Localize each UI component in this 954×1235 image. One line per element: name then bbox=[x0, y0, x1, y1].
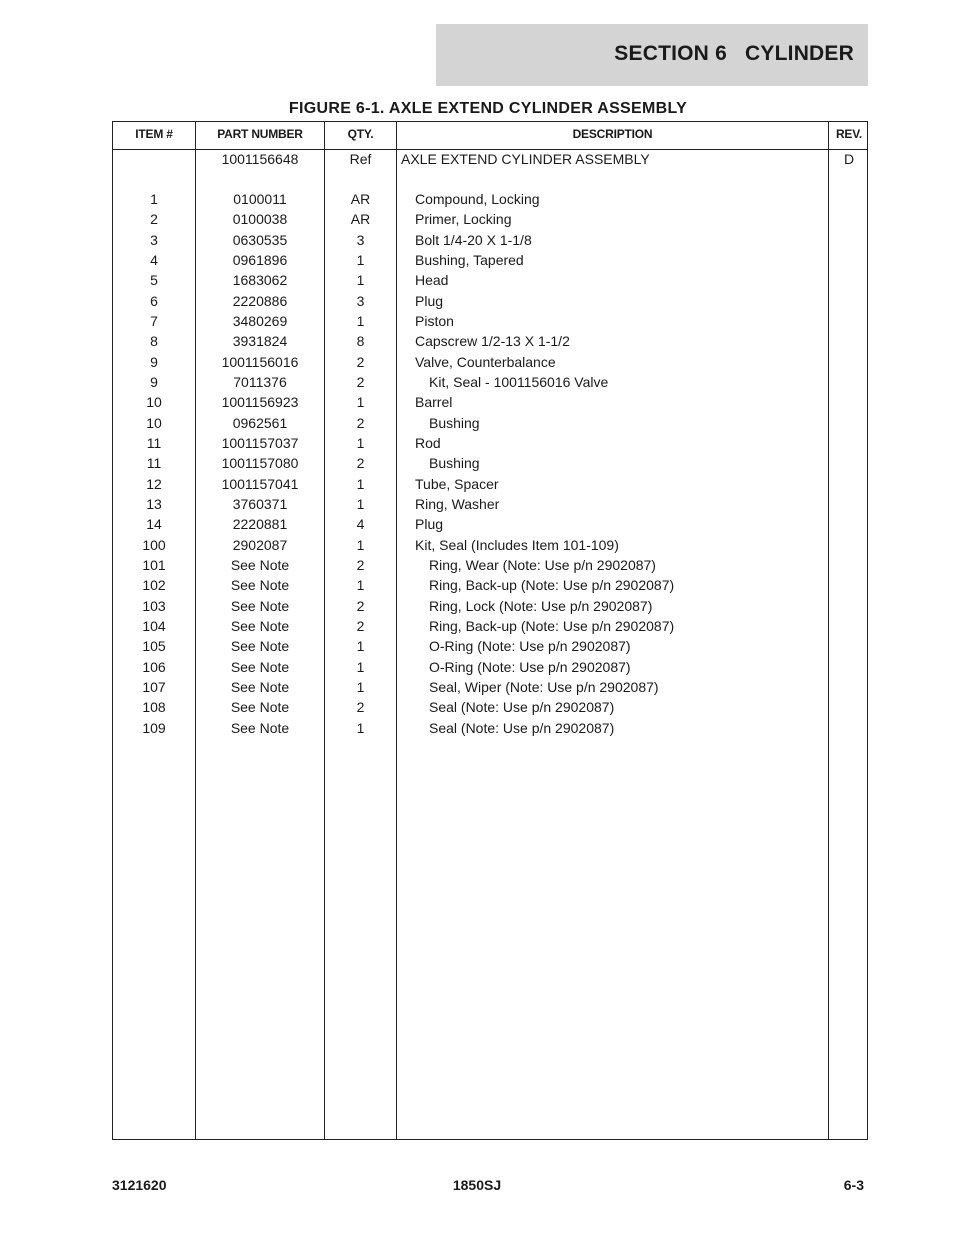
item-number: 11 bbox=[146, 455, 162, 471]
part-number: 1683062 bbox=[232, 272, 288, 288]
table-row bbox=[113, 719, 867, 739]
description: Seal, Wiper (Note: Use p/n 2902087) bbox=[429, 679, 659, 695]
quantity: 2 bbox=[356, 618, 365, 634]
table-row bbox=[113, 658, 867, 678]
section-title: SECTION 6 CYLINDER bbox=[614, 42, 854, 65]
quantity: 2 bbox=[356, 557, 365, 573]
header-rev: REV. bbox=[835, 127, 863, 141]
description: Plug bbox=[415, 293, 444, 309]
table-row bbox=[113, 353, 867, 373]
part-number: See Note bbox=[230, 598, 290, 614]
description: Bushing bbox=[429, 455, 480, 471]
part-number: See Note bbox=[230, 699, 290, 715]
description: Bolt 1/4-20 X 1-1/8 bbox=[415, 232, 532, 248]
description: Ring, Lock (Note: Use p/n 2902087) bbox=[429, 598, 653, 614]
part-number: See Note bbox=[230, 720, 290, 736]
quantity: 2 bbox=[356, 699, 365, 715]
quantity: 2 bbox=[356, 598, 365, 614]
quantity: 8 bbox=[356, 333, 365, 349]
quantity: Ref bbox=[349, 151, 372, 167]
description: Bushing, Tapered bbox=[415, 252, 524, 268]
part-number: See Note bbox=[230, 659, 290, 675]
part-number: 7011376 bbox=[233, 374, 287, 390]
part-number: 0100038 bbox=[232, 211, 288, 227]
figure-title: FIGURE 6-1. AXLE EXTEND CYLINDER ASSEMBLY bbox=[288, 100, 688, 117]
item-number: 10 bbox=[146, 394, 162, 410]
quantity: 1 bbox=[356, 272, 365, 288]
part-number: 3760371 bbox=[232, 496, 288, 512]
item-number: 12 bbox=[146, 476, 162, 492]
item-number: 9 bbox=[150, 354, 158, 370]
part-number: 0100011 bbox=[233, 191, 287, 207]
quantity: AR bbox=[350, 211, 371, 227]
table-row bbox=[113, 475, 867, 495]
item-number: 1 bbox=[150, 191, 158, 207]
table-row bbox=[113, 150, 867, 170]
item-number: 109 bbox=[142, 720, 166, 736]
item-number: 108 bbox=[142, 699, 166, 715]
quantity: 1 bbox=[356, 537, 365, 553]
quantity: 3 bbox=[356, 232, 365, 248]
description: Valve, Counterbalance bbox=[415, 354, 556, 370]
item-number: 103 bbox=[142, 598, 166, 614]
description: Kit, Seal (Includes Item 101-109) bbox=[415, 537, 619, 553]
item-number: 7 bbox=[150, 313, 158, 329]
item-number: 102 bbox=[142, 577, 166, 593]
description: Piston bbox=[415, 313, 454, 329]
quantity: AR bbox=[350, 191, 371, 207]
description: Ring, Back-up (Note: Use p/n 2902087) bbox=[429, 618, 675, 634]
model-name: 1850SJ bbox=[452, 1177, 502, 1193]
part-number: See Note bbox=[230, 638, 290, 654]
doc-number: 3121620 bbox=[112, 1177, 167, 1193]
quantity: 4 bbox=[356, 516, 365, 532]
table-row bbox=[113, 312, 867, 332]
table-row bbox=[113, 536, 867, 556]
description: Primer, Locking bbox=[415, 211, 512, 227]
quantity: 1 bbox=[356, 252, 365, 268]
quantity: 1 bbox=[356, 496, 365, 512]
item-number: 106 bbox=[142, 659, 166, 675]
quantity: 1 bbox=[356, 638, 365, 654]
quantity: 2 bbox=[356, 415, 365, 431]
table-row bbox=[113, 454, 867, 474]
item-number: 10 bbox=[146, 415, 162, 431]
item-number: 107 bbox=[142, 679, 166, 695]
part-number: See Note bbox=[230, 577, 290, 593]
part-number: 2902087 bbox=[232, 537, 288, 553]
description: Barrel bbox=[415, 394, 453, 410]
description: O-Ring (Note: Use p/n 2902087) bbox=[429, 659, 631, 675]
description: Bushing bbox=[429, 415, 480, 431]
part-number: 0630535 bbox=[232, 232, 288, 248]
part-number: 1001156648 bbox=[221, 151, 299, 167]
item-number: 4 bbox=[150, 252, 158, 268]
item-number: 101 bbox=[142, 557, 166, 573]
table-row bbox=[113, 332, 867, 352]
part-number: 1001156016 bbox=[221, 354, 299, 370]
table-row bbox=[113, 637, 867, 657]
part-number: 0962561 bbox=[232, 415, 288, 431]
quantity: 1 bbox=[356, 577, 365, 593]
part-number: See Note bbox=[230, 557, 290, 573]
table-row bbox=[113, 251, 867, 271]
item-number: 3 bbox=[150, 232, 158, 248]
part-number: 2220881 bbox=[232, 516, 288, 532]
part-number: 2220886 bbox=[232, 293, 288, 309]
revision: D bbox=[843, 151, 855, 167]
item-number: 6 bbox=[150, 293, 158, 309]
table-row bbox=[113, 576, 867, 596]
description: Capscrew 1/2-13 X 1-1/2 bbox=[415, 333, 570, 349]
item-number: 9 bbox=[150, 374, 158, 390]
quantity: 1 bbox=[356, 476, 365, 492]
table-row bbox=[113, 292, 867, 312]
item-number: 13 bbox=[146, 496, 162, 512]
quantity: 2 bbox=[356, 354, 365, 370]
table-row bbox=[113, 434, 867, 454]
description: Seal (Note: Use p/n 2902087) bbox=[429, 720, 615, 736]
table-row bbox=[113, 556, 867, 576]
part-number: 1001156923 bbox=[221, 394, 299, 410]
table-row bbox=[113, 495, 867, 515]
quantity: 1 bbox=[356, 313, 365, 329]
item-number: 105 bbox=[142, 638, 166, 654]
quantity: 3 bbox=[356, 293, 365, 309]
quantity: 1 bbox=[356, 659, 365, 675]
description: Ring, Back-up (Note: Use p/n 2902087) bbox=[429, 577, 675, 593]
description: Tube, Spacer bbox=[415, 476, 499, 492]
table-row bbox=[113, 231, 867, 251]
quantity: 1 bbox=[356, 720, 365, 736]
quantity: 2 bbox=[356, 455, 365, 471]
item-number: 2 bbox=[150, 211, 158, 227]
item-number: 104 bbox=[142, 618, 166, 634]
description: Kit, Seal - 1001156016 Valve bbox=[429, 374, 609, 390]
section-banner bbox=[436, 24, 868, 86]
part-number: See Note bbox=[230, 618, 290, 634]
description: Rod bbox=[415, 435, 441, 451]
table-row bbox=[113, 597, 867, 617]
table-row bbox=[113, 515, 867, 535]
description: AXLE EXTEND CYLINDER ASSEMBLY bbox=[401, 151, 650, 167]
part-number: 3480269 bbox=[232, 313, 288, 329]
part-number: See Note bbox=[230, 679, 290, 695]
table-row bbox=[113, 414, 867, 434]
table-row bbox=[113, 617, 867, 637]
table-row bbox=[113, 678, 867, 698]
item-number: 11 bbox=[146, 435, 162, 451]
item-number: 100 bbox=[142, 537, 166, 553]
quantity: 1 bbox=[356, 394, 365, 410]
header-item: ITEM # bbox=[135, 127, 173, 141]
quantity: 1 bbox=[356, 435, 365, 451]
description: Ring, Wear (Note: Use p/n 2902087) bbox=[429, 557, 656, 573]
part-number: 0961896 bbox=[232, 252, 288, 268]
table-row bbox=[113, 190, 867, 210]
table-row bbox=[113, 373, 867, 393]
part-number: 1001157041 bbox=[221, 476, 299, 492]
quantity: 2 bbox=[356, 374, 365, 390]
part-number: 1001157080 bbox=[221, 455, 299, 471]
parts-table bbox=[112, 121, 868, 1140]
table-row bbox=[113, 271, 867, 291]
quantity: 1 bbox=[356, 679, 365, 695]
description: Head bbox=[415, 272, 449, 288]
item-number: 5 bbox=[150, 272, 158, 288]
table-row bbox=[113, 698, 867, 718]
header-part-number: PART NUMBER bbox=[217, 127, 303, 141]
description: O-Ring (Note: Use p/n 2902087) bbox=[429, 638, 631, 654]
header-description: DESCRIPTION bbox=[572, 127, 653, 141]
description: Plug bbox=[415, 516, 444, 532]
description: Ring, Washer bbox=[415, 496, 500, 512]
description: Compound, Locking bbox=[415, 191, 540, 207]
description: Seal (Note: Use p/n 2902087) bbox=[429, 699, 615, 715]
item-number: 14 bbox=[146, 516, 162, 532]
item-number: 8 bbox=[150, 333, 158, 349]
table-row bbox=[113, 210, 867, 230]
table-row bbox=[113, 393, 867, 413]
part-number: 3931824 bbox=[232, 333, 288, 349]
page-number: 6-3 bbox=[843, 1177, 864, 1193]
part-number: 1001157037 bbox=[221, 435, 299, 451]
header-qty: QTY. bbox=[347, 127, 374, 141]
